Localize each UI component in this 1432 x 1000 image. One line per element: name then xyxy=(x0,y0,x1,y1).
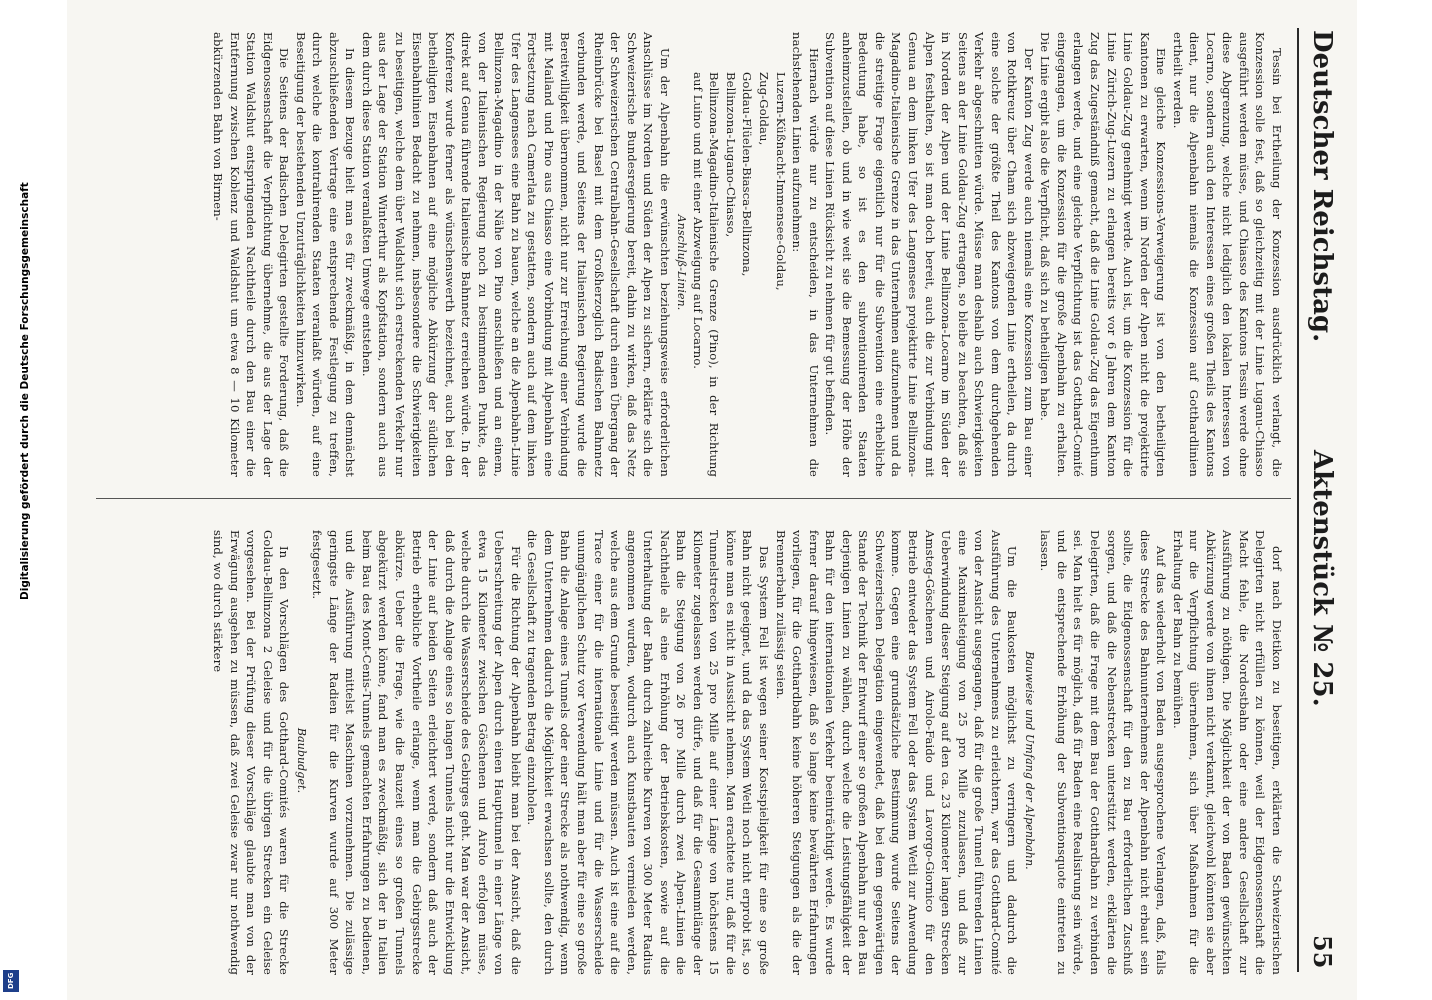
paragraph: Um der Alpenbahn die erwünschten beziehungsweise erforderlichen Anschlüsse im Norden und Süden der Alpen zu sichern, erklärte sich die Schweizerische Bundesregierung bereit, dahin zu wirken, daß das Netz der Schweizerischen Centralbahn-Gesellschaft durch einen Übergang der Rheinbrücke bei Basel mit dem Großherzoglich Badischen Bahnnetz verbunden werde, und Seitens der Italienischen Regierung wurde die Bereitwilligkeit übernommen, nicht nur zur Erreichung einer Verbindung mit Mailand und Pino aus Chiasso eine Vorbindung mit Alpenbahn eine Fortsetzung nach Camerlata zu gestatten, sondern auch auf dem linken Ufer des Langensees eine Bahn zu bauen, welche an die Alpenbahn-Linie Bellinzona-Magadino in der Nähe von Pino anschließen und an einem, von der Italienischen Regierung noch zu bestimmenden Punkte, das direkt auf Genua führende Italienische Bahnnetz erreichen würde. In der Konferenz wurde ferner als wünschenswerth bezeichnet, auch bei den betheiligten Eisenbahnen auf eine mögliche Abkürzung der südlichen Eisenbahnlinien Bedacht zu nehmen, insbesondere die Schwierigkeiten zu beseitigen, welche dem über Waldshut sich erstreckenden Verkehr nur aus der Lage der Station Winterthur als Kopfstation, sondern auch aus dem durch diese Station veranlaßten Umwege entstehen. xyxy=(359,32,672,477)
page-number: 55 xyxy=(1308,935,1337,969)
paragraph: Das System Fell ist wegen seiner Kostspieligkeit für eine so große Bahn nicht geeignet, und da das System Wetli noch nicht erprobt ist, so könne man es nicht in Aussicht nehmen. Man erachtete nur, daß für die Tunnelstrecken von 25 pro Mille auf einer Länge von höchstens 15 Kilometer zugelassen werden dürfe, und daß für die Gesammtlänge der Bahn die Steigung von 26 pro Mille durch zwei Alpen-Linien die Nachtheile als eine Erhöhung der Betriebskosten, sowie auf die Unterhaltung der Bahn durch zahlreiche Kurven von 300 Meter Radius angenommen wurden, wodurch auch Kunstbauten vermieden werden, welche aus dem Grunde beseitigt werden müssen. Auch ist eine auf die Trace einer für die internationale Linie und für die Wasserscheide unumgänglichen Schutz vor Verwendung hält man aber für eine so große Bahn die Anlage eines Tunnels oder einer Strecke als nothwendig, wenn dem Unternehmen dadurch die Möglichkeit erwachsen sollte, den durch die Gesellschaft zu tragenden Betrag einzuholen. xyxy=(525,530,772,975)
paragraph: Die Seitens der Badischen Delegirten gestellte Forderung, daß die Eidgenossenschaft die Verpflichtung übernehme, die aus der Lage der Station Waldshut entspringenden Nachtheile durch den Bau einer die Entfernung zwischen Koblenz und Waldshut um etwa 8 — 10 Kilometer abkürzenden Bahn von Birmen- xyxy=(211,32,292,477)
text-column-right xyxy=(209,530,1285,975)
paragraph: In diesem Bezuge hielt man es für zweckmäßig, in dem demnächst abzuschließenden Vertrage eine entsprechende Festlegung zu treffen, durch welche die kontrahirenden Staaten veranlaßt würden, auf eine Beseitigung der bestehenden Unzuträglichkeiten hinzuwirken. xyxy=(293,32,358,477)
document-page xyxy=(67,0,1357,1000)
page-header-document-number: Aktenstück № 25. xyxy=(1307,450,1337,707)
paragraph: Hiernach würde nur zu entscheiden, in das Unternehmen die nachstehenden Linien aufzunehmen: xyxy=(790,32,821,477)
line-list-item: Bellinzona-Magadino-Italienische Grenze (Pino), in der Richtung auf Luino und mit einer Abzweigung auf Locarno. xyxy=(690,72,722,477)
paragraph: dorf nach Dietikon zu beseitigen, erklärten die Schweizerischen Delegirten nicht erfüllen zu können, weil der Eidgenossenschaft die Macht fehle, die Nordostbahn oder eine andere Gesellschaft zur Ausführung zu nöthigen. Die Möglichkeit der von Baden gewünschten Abkürzung werde von ihnen nicht verkannt, gleichwohl könnten sie aber nur die Verpflichtung übernehmen, sich über Maßnahmen für die Erhaltung der Bahn zu bemühen. xyxy=(1170,530,1284,975)
paragraph: Tessin bei Ertheilung der Konzession ausdrücklich verlangt, die Konzession solle fest, daß so gleichzeitig mit der Linie Luganu-Chiasso ausgeführt werden müsse, und Chiasso des Kantons Tessin werde ohne diese Abgrenzung, welche nicht lediglich den lokalen Interessen von Locarno, sondern auch den Interessen eines großen Theils des Kantons dient, nur die Alpenbahn niemals die Konzession auf Gotthardlinien ertheilt werden. xyxy=(1170,32,1284,477)
page-header-title: Deutscher Reichstag. xyxy=(1307,30,1337,343)
line-list-item: Goldau-Flüelen-Biasca-Bellinzona, xyxy=(740,72,755,277)
section-heading: Baubudget. xyxy=(294,727,308,794)
section-heading: Bauweise und Umfang der Alpenbahn. xyxy=(1022,651,1036,870)
line-list-item: Bellinzona-Lugano-Chiasso, xyxy=(723,72,738,238)
paragraph: In den Vorschlägen des Gotthard-Comités waren für die Strecke Goldau-Bellinzona 2 Geleise und für die übrigen Strecken ein Geleise vorgesehen. Bei der Prüfung dieser Vorschläge glaubte man von der Erwägung ausgehen zu müssen, daß zwei Geleise zwar nur nothwendig sind, wo durch stärkere xyxy=(211,530,292,975)
digitization-credit-text: Digitalisierung gefördert durch die Deutsche Forschungsgemeinschaft xyxy=(19,182,31,600)
column-divider xyxy=(96,498,1291,499)
text-column-left xyxy=(209,32,1285,477)
section-heading: Anschluß-Linien. xyxy=(675,214,689,311)
paragraph: Auf das wiederholt von Baden ausgesprochene Verlangen, daß, falls diese Strecke des Bahnunternehmens der Alpenbahn nicht erbaut sein sollte, die Eidgenossenschaft für den zu Bau erforderlichen Zuschuß sorgen, und daß die Nebenstrecken unterstützt werden, erklärten die Delegirten, daß die Frage mit dem Bau der Gotthardbahn zu verbinden sei. Man hielt es für möglich, daß für Baden eine Realisirung sein würde, und die entsprechende Erhöhung der Subventionsquote eintreten zu lassen. xyxy=(1038,530,1169,975)
paragraph: Um die Baukosten möglichst zu verringern und dadurch die Ausführung des Unternehmens zu erleichtern, war das Gotthard-Comité von der Ansicht ausgegangen, daß für die große Tunnel führenden Linien eine Maximalsteigung von 25 pro Mille zuzulassen, und daß zur Ueberwindung dieser Steigung auf den ca. 23 Kilometer langen Strecken Amsteg-Göschenen und Airolo-Faido und Lavorgo-Giornico für den Betrieb entweder das System Fell oder das System Wetli zur Anwendung komme. Gegen eine grundsätzliche Bestimmung wurde Seitens der Schweizerischen Delegation eingewendet, daß bei dem gegenwärtigen Stande der Technik der Entwurf einer so großen Alpenbahn nur den Bau derjenigen Linien zu wählen, durch welche die Leistungsfähigkeit der Bahn für den internationalen Verkehr beeinträchtigt werde. Es wurde ferner darauf hingewiesen, daß so lange keine bewährten Erfahrungen vorliegen, für die Gotthardbahn keine höheren Steigungen als die der Brennerbahn zulässig seien. xyxy=(773,530,1020,975)
line-list-item: Luzern-Küßnacht-Immensee-Goldau, xyxy=(773,72,788,291)
dfg-logo-icon: DFG xyxy=(3,970,19,992)
line-list-item: Zug-Goldau, xyxy=(757,72,772,146)
paragraph: Für die Richtung der Alpenbahn bleibt man bei der Ansicht, daß die Ueberschreitung der Alpen durch einen Haupttunnel in einer Länge von etwa 15 Kilometer zwischen Göschenen und Airolo erfolgen müsse, welche durch die Wasserscheide des Gebirges geht. Man war der Ansicht, daß durch die Anlage eines so langen Tunnels nicht nur die Entwicklung der Linie auf beiden Seiten erleichtert werde, sondern daß auch der Betrieb erhebliche Vortheile erlange, wenn man die Gebirgsstrecke abkürze. Ueber die Frage, wie die Bauzeit eines so großen Tunnels abgekürzt werden könne, fand man es zweckmäßig, sich der in Italien beim Bau des Mont-Cenis-Tunnels gemachten Erfahrungen zu bedienen, und die Ausführung mittelst Maschinen vorzunehmen. Die zulässige geringste Länge der Radien für die Kurven wurde auf 300 Meter festgesetzt. xyxy=(310,530,523,975)
digitization-credit-strip xyxy=(0,0,31,1000)
paragraph: Eine gleiche Konzessions-Verweigerung ist von den betheiligten Kantonen zu erwarten, wenn im Norden der Alpen nicht die projektirte Linie Goldau-Zug genehmigt werde. Auch ist, um die Konzession für die Linie Zürich-Zug-Luzern zu erlangen bereits vor 6 Jahren dem Kanton Zug das Zugeständniß gemacht, daß die Linie Goldau-Zug das Eigenthum erlangen werde, und eine gleiche Verpflichtung ist das Gotthard-Comité eingegangen, um die Konzession für die große Alpenbahn zu erhalten. Die Linie ergibt also die Verpflicht, daß sich zu betheiligen habe. xyxy=(1038,32,1169,477)
paragraph: Der Kanton Zug werde auch niemals eine Konzession zum Bau einer von Rothkreuz über Cham sich abzweigenden Linie ertheilen, da durch eine solche der größte Theil des Kantons von dem durchgehenden Verkehr abgeschnitten würde. Müsse man deshalb auch Schwierigkeiten Seitens an der Linie Goldau-Zug ertragen, so bleibe zu beachten, daß sie in Norden der Alpen und der Linie Bellinzona-Locarno im Süden der Alpen festhalten, so ist man doch bereit, auch die zur Verbindung mit Genua an dem linken Ufer des Langensees projektirte Linie Bellinzona-Magadino-Italienische Grenze in das Unternehmen aufzunehmen und da die streitige Frage eigentlich nur für die Subvention eine erhebliche Bedeutung habe, so ist es den subventionirenden Staaten anheimzustellen, ob und in wie weit sie die Bemessung der Höhe der Subvention auf diese Linien Rücksicht zu nehmen für gut befinden. xyxy=(823,32,1036,477)
header-rule xyxy=(1297,28,1299,972)
